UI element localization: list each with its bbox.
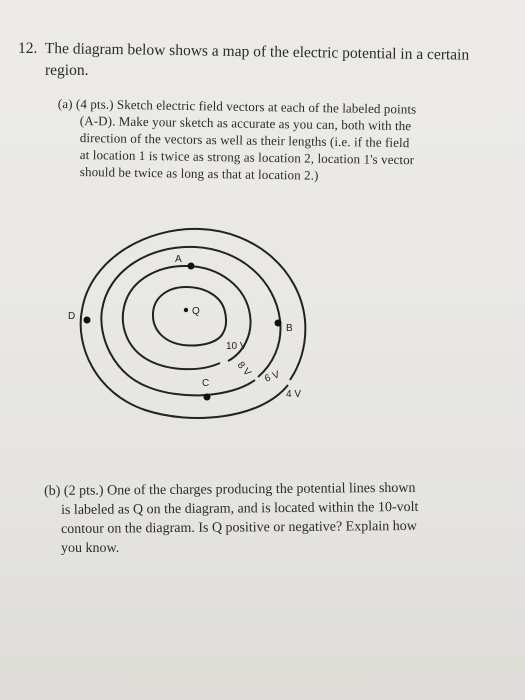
- part-b-line-4: you know.: [61, 541, 120, 556]
- point-b-dot: [275, 320, 282, 327]
- contour-label-4v: 4 V: [286, 389, 302, 400]
- part-b-line-1: (b) (2 pts.) One of the charges producing the potential lines shown: [44, 480, 416, 499]
- question-intro-line-2: region.: [45, 62, 89, 79]
- contour-10v: [153, 287, 226, 346]
- point-d-dot: [84, 317, 91, 324]
- part-a-line-1: (a) (4 pts.) Sketch electric field vectors at each of the labeled points: [57, 96, 417, 117]
- part-a-line-3: direction of the vectors as well as their lengths (i.e. if the field: [79, 130, 410, 151]
- question-number: 12.: [18, 40, 38, 57]
- contour-8v: [123, 266, 251, 369]
- charge-q-dot: [184, 308, 188, 312]
- point-b-label: B: [286, 323, 293, 334]
- point-a-dot: [188, 263, 195, 270]
- part-a-line-4: at location 1 is twice as strong as location 2, location 1's vector: [79, 147, 415, 168]
- point-c-dot: [204, 394, 211, 401]
- part-b-line-3: contour on the diagram. Is Q positive or negative? Explain how: [61, 518, 417, 537]
- contour-label-10v: 10 V: [226, 341, 247, 352]
- contour-label-8v: 8 V: [234, 359, 253, 379]
- point-c-label: C: [202, 378, 210, 389]
- contour-4v: [81, 229, 306, 418]
- part-a-line-2: (A-D). Make your sketch as accurate as you can, both with the: [79, 113, 412, 134]
- point-a-label: A: [175, 254, 182, 265]
- part-a-line-5: should be twice as long as that at location 2.): [79, 164, 319, 183]
- part-b-line-2: is labeled as Q on the diagram, and is located within the 10-volt: [61, 499, 419, 518]
- equipotential-diagram: [60, 215, 320, 435]
- point-d-label: D: [68, 311, 76, 322]
- charge-q-label: Q: [192, 306, 200, 317]
- question-intro-line-1: The diagram below shows a map of the electric potential in a certain: [44, 40, 470, 64]
- contour-label-6v: 6 V: [263, 369, 282, 385]
